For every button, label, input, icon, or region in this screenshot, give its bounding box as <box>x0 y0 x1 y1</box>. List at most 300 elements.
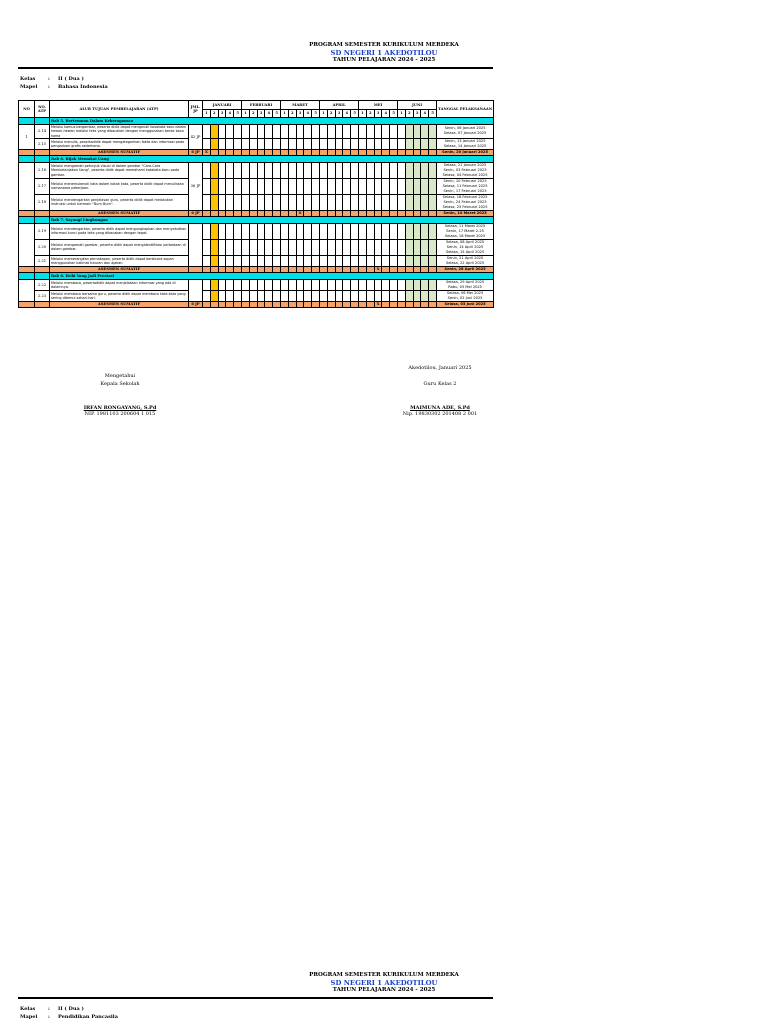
week-cell <box>249 194 257 210</box>
week-cell <box>421 279 429 290</box>
week-cell <box>249 290 257 301</box>
date-line: Selasa, 21 Januari 2025 <box>443 162 487 167</box>
atp-number: 2.20 <box>35 239 50 255</box>
week-cell <box>398 162 406 178</box>
week-cell <box>366 162 374 178</box>
asesmen-date: Selasa, 03 Juni 2025 <box>437 301 494 307</box>
week-cell <box>320 290 328 301</box>
week-cell <box>390 290 398 301</box>
week-cell <box>296 239 304 255</box>
week-cell <box>429 138 437 149</box>
week-cell <box>429 194 437 210</box>
week-cell <box>374 194 382 210</box>
week-cell <box>281 255 289 266</box>
week-cell <box>218 223 226 239</box>
week-cell <box>288 290 296 301</box>
week-cell <box>429 290 437 301</box>
week-number: 3 <box>218 110 226 118</box>
week-cell <box>312 223 320 239</box>
week-cell <box>320 194 328 210</box>
atp-description: Melalui kamus bergambar, peserta didik dapat mengenali kosakata baru dalam hewan-hewan melalui teks yang dibacakan dengan menggunakan tanda baca koma <box>50 125 189 139</box>
week-cell <box>351 290 359 301</box>
week-cell <box>327 301 335 307</box>
week-cell <box>405 301 413 307</box>
week-cell <box>359 138 367 149</box>
week-cell <box>320 223 328 239</box>
week-cell <box>343 178 351 194</box>
week-number: 1 <box>281 110 289 118</box>
week-cell <box>421 178 429 194</box>
week-cell <box>359 239 367 255</box>
week-cell <box>257 255 265 266</box>
week-cell <box>265 290 273 301</box>
week-cell <box>398 138 406 149</box>
atp-description: Melalui menemukenali kata dalam kotak kata, peserta didik dapat menuliskan namanama pekerjaan. <box>50 178 189 194</box>
week-cell <box>413 223 421 239</box>
week-cell <box>421 290 429 301</box>
week-cell <box>203 279 211 290</box>
date-line: Senin, 10 Februari 2025 <box>443 178 487 183</box>
week-cell <box>366 290 374 301</box>
asesmen-mark: X <box>296 210 304 216</box>
page2-school-name: SD NEGERI 1 AKEDOTILOU <box>330 979 438 987</box>
week-cell <box>359 279 367 290</box>
week-cell <box>421 223 429 239</box>
week-cell <box>359 178 367 194</box>
date-line: Selasa, 25 Februari 2025 <box>442 204 488 209</box>
week-cell <box>327 279 335 290</box>
date-line: Senin, 02 Juni 2025 <box>447 295 483 300</box>
week-cell <box>265 178 273 194</box>
date-cell <box>437 255 494 266</box>
page2-mapel-value: Pendidikan Pancasila <box>58 1014 118 1020</box>
date-line: Selasa, 07 Januari 2025 <box>443 131 487 136</box>
week-cell <box>257 301 265 307</box>
asesmen-jp: 6 JP <box>189 210 203 216</box>
week-cell <box>203 301 211 307</box>
week-cell <box>413 301 421 307</box>
week-cell <box>366 138 374 149</box>
section-no <box>19 162 35 210</box>
week-cell <box>429 223 437 239</box>
chapter-row <box>19 216 494 223</box>
week-cell <box>242 255 250 266</box>
week-cell <box>327 162 335 178</box>
atp-number: 2.22 <box>35 279 50 290</box>
col-jml-jp: JML. JP <box>189 101 203 118</box>
week-number: 4 <box>421 110 429 118</box>
asesmen-row <box>19 301 494 307</box>
week-cell <box>421 301 429 307</box>
week-cell <box>234 290 242 301</box>
jp-value <box>189 279 203 301</box>
week-cell <box>304 239 312 255</box>
week-cell <box>413 178 421 194</box>
asesmen-jp: 6 JP <box>189 301 203 307</box>
week-cell <box>343 138 351 149</box>
week-cell <box>359 223 367 239</box>
week-number: 1 <box>320 110 328 118</box>
atp-description: Melalui mengamati petunjuk visual di dalam gambar "Cara-Cara Membelanjakan Uang", peserta didik dapat memahami katakata baru pada gambar. <box>50 162 189 178</box>
week-cell <box>273 279 281 290</box>
week-cell <box>413 138 421 149</box>
week-cell <box>382 239 390 255</box>
week-cell <box>226 301 234 307</box>
atp-row <box>19 279 494 290</box>
week-cell <box>413 255 421 266</box>
week-cell <box>249 239 257 255</box>
week-cell <box>351 301 359 307</box>
week-cell <box>273 301 281 307</box>
week-cell <box>273 138 281 149</box>
school-name: SD NEGERI 1 AKEDOTILOU <box>330 49 438 57</box>
week-cell <box>210 223 218 239</box>
atp-row <box>19 125 494 139</box>
week-cell <box>335 279 343 290</box>
week-number: 5 <box>234 110 242 118</box>
week-cell <box>288 125 296 139</box>
week-cell <box>327 223 335 239</box>
week-cell <box>210 125 218 139</box>
week-cell <box>242 239 250 255</box>
week-cell <box>359 194 367 210</box>
week-cell <box>273 178 281 194</box>
week-cell <box>203 125 211 139</box>
week-cell <box>312 279 320 290</box>
asesmen-date: Senin, 28 April 2025 <box>437 266 494 272</box>
week-cell <box>429 162 437 178</box>
week-cell <box>351 194 359 210</box>
atp-row <box>19 162 494 178</box>
week-cell <box>210 239 218 255</box>
week-cell <box>429 255 437 266</box>
week-cell <box>366 279 374 290</box>
week-cell <box>281 279 289 290</box>
week-number: 5 <box>312 110 320 118</box>
week-cell <box>421 138 429 149</box>
week-number: 3 <box>257 110 265 118</box>
week-cell <box>249 223 257 239</box>
week-cell <box>249 125 257 139</box>
atp-description: Melalui membaca, pesertadidik dapat menjelaskan informasi yang ada di dalamnya. <box>50 279 189 290</box>
semester-program-table <box>18 100 494 308</box>
week-cell <box>374 162 382 178</box>
col-no-atp: NO. ATP <box>35 101 50 118</box>
atp-number: 2.21 <box>35 255 50 266</box>
week-cell <box>265 239 273 255</box>
week-cell <box>366 194 374 210</box>
week-cell <box>249 301 257 307</box>
week-number: 2 <box>327 110 335 118</box>
week-number: 3 <box>335 110 343 118</box>
week-cell <box>296 223 304 239</box>
atp-number: 2.14 <box>35 125 50 139</box>
asesmen-label: ASESMEN SUMATIF <box>50 301 189 307</box>
week-cell <box>257 125 265 139</box>
week-cell <box>421 194 429 210</box>
date-line: Selasa, 22 April 2025 <box>445 260 485 265</box>
week-number: 3 <box>413 110 421 118</box>
week-cell <box>390 138 398 149</box>
week-cell <box>210 162 218 178</box>
week-cell <box>312 125 320 139</box>
week-cell <box>304 162 312 178</box>
week-cell <box>327 178 335 194</box>
jp-value: 36 JP <box>189 162 203 210</box>
week-cell <box>343 255 351 266</box>
week-cell <box>210 178 218 194</box>
week-cell <box>390 162 398 178</box>
asesmen-label: ASESMEN SUMATIF <box>50 266 189 272</box>
week-cell <box>405 138 413 149</box>
week-cell <box>359 290 367 301</box>
week-number: 5 <box>390 110 398 118</box>
week-cell <box>429 279 437 290</box>
week-cell <box>366 301 374 307</box>
document-header <box>0 42 768 64</box>
date-cell <box>437 290 494 301</box>
chapter-title: Bab 7. Sayangi Lingkungan <box>50 216 494 223</box>
week-cell <box>343 125 351 139</box>
chapter-title: Bab 8. Hobi Yang Jadi Prestasi <box>50 272 494 279</box>
week-cell <box>320 178 328 194</box>
week-cell <box>203 178 211 194</box>
week-cell <box>335 194 343 210</box>
week-cell <box>320 255 328 266</box>
month-header: APRIL <box>320 101 359 110</box>
week-cell <box>374 178 382 194</box>
atp-row <box>19 239 494 255</box>
week-cell <box>351 125 359 139</box>
week-cell <box>413 290 421 301</box>
week-cell <box>304 279 312 290</box>
atp-description: Melalui menulis, pesertadidik dapat mengategorikan fakta dan informasi pada pengaduan grafis sederhana. <box>50 138 189 149</box>
week-cell <box>312 239 320 255</box>
week-cell <box>226 255 234 266</box>
date-line: Senin, 24 Februari 2025 <box>443 199 487 204</box>
week-cell <box>281 301 289 307</box>
week-cell <box>390 239 398 255</box>
week-cell <box>249 162 257 178</box>
week-cell <box>273 125 281 139</box>
chapter-row <box>19 155 494 162</box>
week-cell <box>281 290 289 301</box>
date-line: Senin, 13 Januari 2025 <box>444 138 486 143</box>
week-cell <box>218 178 226 194</box>
week-number: 2 <box>210 110 218 118</box>
week-cell <box>343 239 351 255</box>
section-no <box>19 223 35 266</box>
jp-value <box>189 223 203 266</box>
week-cell <box>335 125 343 139</box>
week-cell <box>273 255 281 266</box>
week-number: 4 <box>265 110 273 118</box>
week-cell <box>296 255 304 266</box>
chapter-title: Bab 6. Bijak Memakai Uang <box>50 155 494 162</box>
page2-academic-year: TAHUN PELAJARAN 2024 - 2025 <box>332 987 436 993</box>
week-cell <box>265 138 273 149</box>
week-number: 1 <box>359 110 367 118</box>
week-cell <box>335 255 343 266</box>
atp-row <box>19 223 494 239</box>
week-cell <box>335 290 343 301</box>
week-cell <box>210 255 218 266</box>
week-cell <box>203 194 211 210</box>
week-cell <box>398 279 406 290</box>
week-cell <box>359 255 367 266</box>
teacher-nip: Nip. 19830302 201408 2 001 <box>402 411 478 417</box>
week-cell <box>335 178 343 194</box>
week-cell <box>366 255 374 266</box>
week-cell <box>288 301 296 307</box>
week-cell <box>320 239 328 255</box>
week-cell <box>288 223 296 239</box>
atp-row <box>19 138 494 149</box>
week-cell <box>218 138 226 149</box>
week-cell <box>312 138 320 149</box>
month-header: MEI <box>359 101 398 110</box>
week-cell <box>273 223 281 239</box>
week-cell <box>312 301 320 307</box>
week-cell <box>281 194 289 210</box>
jp-value: 42 JP <box>189 125 203 150</box>
week-cell <box>242 162 250 178</box>
week-cell <box>390 223 398 239</box>
week-cell <box>343 162 351 178</box>
date-line: Selasa, 06 Mei 2025 <box>446 290 484 295</box>
week-cell <box>390 194 398 210</box>
atp-row <box>19 255 494 266</box>
date-line: Rabu, 05 Mei 2025 <box>448 284 482 289</box>
week-number: 5 <box>351 110 359 118</box>
week-cell <box>242 178 250 194</box>
teacher-name: MAIMUNA ADE, S.Pd <box>410 405 470 411</box>
week-cell <box>281 178 289 194</box>
date-line: Senin, 21 April 2025 <box>446 255 484 260</box>
date-cell <box>437 223 494 239</box>
week-cell <box>273 194 281 210</box>
week-number: 3 <box>374 110 382 118</box>
week-cell <box>304 223 312 239</box>
week-cell <box>398 194 406 210</box>
date-cell <box>437 162 494 178</box>
page2-header-rule <box>18 997 493 999</box>
week-cell <box>296 194 304 210</box>
week-cell <box>343 279 351 290</box>
week-cell <box>382 138 390 149</box>
week-cell <box>304 290 312 301</box>
week-cell <box>413 194 421 210</box>
week-cell <box>382 301 390 307</box>
date-line: Senin, 17 Februari 2025 <box>443 188 487 193</box>
week-cell <box>234 239 242 255</box>
week-cell <box>390 125 398 139</box>
week-number: 4 <box>382 110 390 118</box>
month-header: JUNI <box>398 101 437 110</box>
week-cell <box>226 178 234 194</box>
week-cell <box>343 194 351 210</box>
week-cell <box>327 255 335 266</box>
week-cell <box>327 194 335 210</box>
week-cell <box>242 290 250 301</box>
week-cell <box>382 178 390 194</box>
week-cell <box>335 162 343 178</box>
week-cell <box>234 138 242 149</box>
academic-year: TAHUN PELAJARAN 2024 - 2025 <box>332 57 436 63</box>
date-line: Senin, 03 Februari 2025 <box>443 167 487 172</box>
week-cell <box>405 255 413 266</box>
week-cell <box>203 239 211 255</box>
week-cell <box>335 223 343 239</box>
section-no <box>19 279 35 301</box>
atp-number: 2.16 <box>35 162 50 178</box>
week-number: 1 <box>242 110 250 118</box>
week-cell <box>320 279 328 290</box>
week-cell <box>405 279 413 290</box>
week-cell <box>359 162 367 178</box>
asesmen-date: Senin, 10 Maret 2025 <box>437 210 494 216</box>
atp-description: Melalui membaca bersama guru, peserta didik dapat membaca kata-kata yang sering ditemui sehari-hari. <box>50 290 189 301</box>
week-cell <box>203 255 211 266</box>
week-cell <box>343 223 351 239</box>
week-cell <box>242 125 250 139</box>
week-cell <box>382 279 390 290</box>
week-cell <box>312 255 320 266</box>
week-cell <box>257 223 265 239</box>
week-cell <box>405 162 413 178</box>
atp-row <box>19 178 494 194</box>
week-cell <box>366 239 374 255</box>
col-no: NO <box>19 101 35 118</box>
week-cell <box>398 239 406 255</box>
week-cell <box>366 223 374 239</box>
week-cell <box>288 255 296 266</box>
week-number: 1 <box>203 110 211 118</box>
week-cell <box>320 138 328 149</box>
week-cell <box>398 301 406 307</box>
week-cell <box>273 162 281 178</box>
month-header: FEBRUARI <box>242 101 281 110</box>
week-cell <box>304 194 312 210</box>
date-line: Selasa, 11 Maret 2025 <box>444 223 486 228</box>
week-cell <box>382 194 390 210</box>
week-cell <box>257 279 265 290</box>
week-cell <box>374 138 382 149</box>
week-cell <box>210 138 218 149</box>
week-cell <box>265 223 273 239</box>
week-number: 5 <box>273 110 281 118</box>
week-cell <box>421 162 429 178</box>
atp-description: Melalui mendengarkan, peserta didik dapat mengungkapkan dan menyebutkan informasi kunci pada teks yang dibacakan dengan tepat. <box>50 223 189 239</box>
week-cell <box>218 255 226 266</box>
week-cell <box>382 223 390 239</box>
week-cell <box>288 178 296 194</box>
week-cell <box>382 255 390 266</box>
week-cell <box>210 279 218 290</box>
week-cell <box>203 138 211 149</box>
week-number: 5 <box>429 110 437 118</box>
week-cell <box>257 162 265 178</box>
date-cell <box>437 239 494 255</box>
atp-description: Melalui memerangkan pernakapan, peserta didik dapat berbicara sopan menggunakan kalimat tuturan dan ajakan. <box>50 255 189 266</box>
atp-number: 2.18 <box>35 194 50 210</box>
week-cell <box>351 279 359 290</box>
week-number: 3 <box>296 110 304 118</box>
chapter-title: Bab 5. Bertemnan Dalam Keberagaman <box>50 118 494 125</box>
week-cell <box>429 178 437 194</box>
date-line: Selasa, 08 April 2025 <box>445 239 485 244</box>
week-cell <box>226 125 234 139</box>
